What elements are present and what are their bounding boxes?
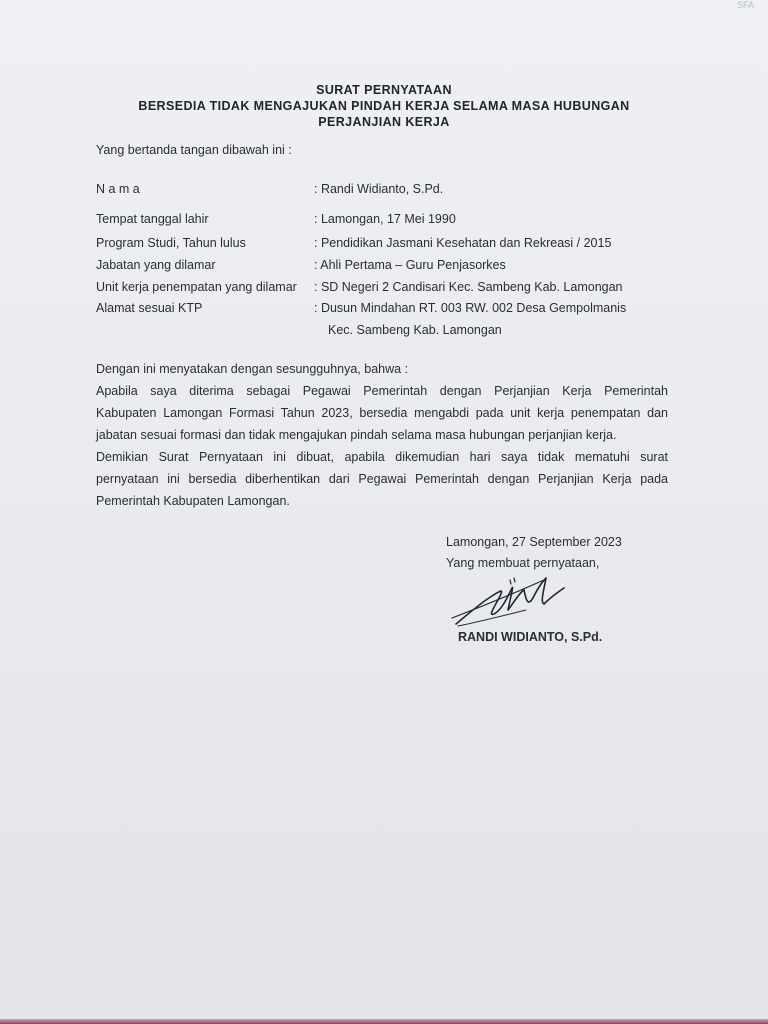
statement-lead: Dengan ini menyatakan dengan sesungguhnya, bahwa : [96, 362, 409, 376]
statement-p2-line-3: jabatan sesuai formasi dan tidak mengajukan pindah selama masa hubungan perjanjian kerja. [96, 428, 617, 442]
field-value-ttl: : Lamongan, 17 Mei 1990 [314, 212, 456, 226]
field-value-jabatan: : Ahli Pertama – Guru Penjasorkes [314, 258, 506, 272]
document-title [0, 82, 768, 130]
field-value-prodi: : Pendidikan Jasmani Kesehatan dan Rekreasi / 2015 [314, 236, 612, 250]
title-line-3: PERJANJIAN KERJA [318, 115, 450, 129]
title-line-1: SURAT PERNYATAAN [316, 83, 452, 97]
statement-p2-line-2: Kabupaten Lamongan Formasi Tahun 2023, bersedia mengabdi pada unit kerja penempatan dan [96, 406, 668, 420]
field-label-ttl: Tempat tanggal lahir [96, 212, 209, 226]
statement-p3-line-2: pernyataan ini bersedia diberhentikan dari Pegawai Pemerintah dengan Perjanjian Kerja pada [96, 472, 668, 486]
field-label-unit: Unit kerja penempatan yang dilamar [96, 280, 297, 294]
bottom-edge [0, 1019, 768, 1024]
corner-mark: SFA [736, 0, 754, 10]
field-label-prodi: Program Studi, Tahun lulus [96, 236, 246, 250]
field-label-jabatan: Jabatan yang dilamar [96, 258, 216, 272]
handwritten-signature [448, 566, 598, 630]
title-line-2: BERSEDIA TIDAK MENGAJUKAN PINDAH KERJA SELAMA MASA HUBUNGAN [138, 99, 630, 113]
statement-p3-line-3: Pemerintah Kabupaten Lamongan. [96, 494, 290, 508]
field-value-unit: : SD Negeri 2 Candisari Kec. Sambeng Kab. Lamongan [314, 280, 623, 294]
statement-p2-line-1: Apabila saya diterima sebagai Pegawai Pemerintah dengan Perjanjian Kerja Pemerintah [96, 384, 668, 398]
sign-maker-label: Yang membuat pernyataan, [446, 556, 600, 570]
field-value-alamat-1: : Dusun Mindahan RT. 003 RW. 002 Desa Gempolmanis [314, 301, 627, 315]
statement-p3-line-1: Demikian Surat Pernyataan ini dibuat, apabila dikemudian hari saya tidak mematuhi surat [96, 450, 668, 464]
sign-place-date: Lamongan, 27 September 2023 [446, 535, 622, 549]
field-label-nama: N a m a [96, 182, 140, 196]
field-value-nama: : Randi Widianto, S.Pd. [314, 182, 444, 196]
signer-name: RANDI WIDIANTO, S.Pd. [458, 630, 603, 644]
field-label-alamat: Alamat sesuai KTP [96, 301, 203, 315]
field-value-alamat-2: Kec. Sambeng Kab. Lamongan [328, 323, 502, 337]
intro-text: Yang bertanda tangan dibawah ini : [96, 143, 292, 157]
